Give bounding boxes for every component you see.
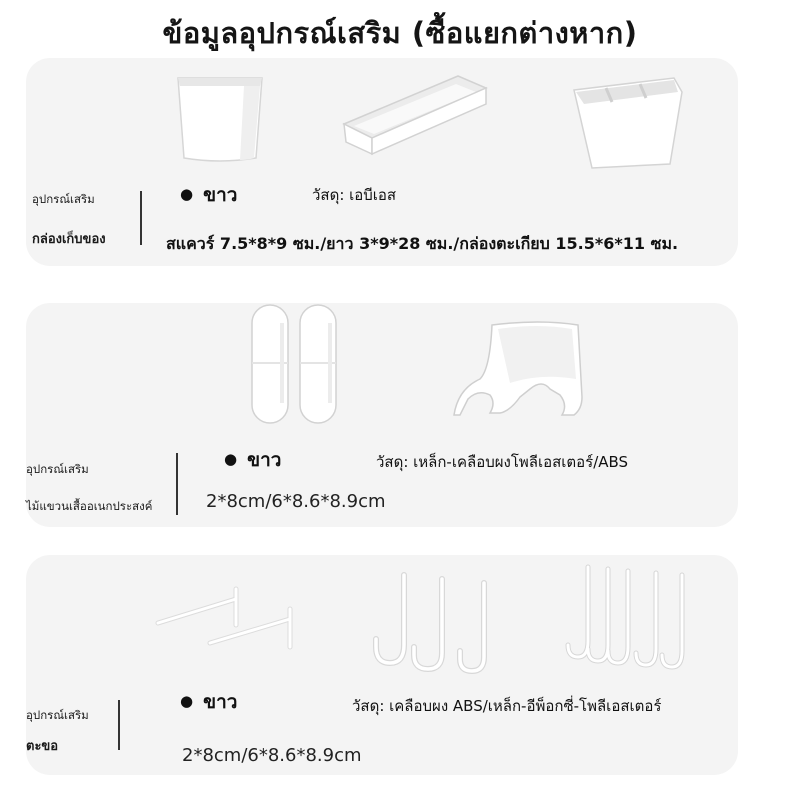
color-label: ขาว — [247, 449, 282, 471]
color-option — [180, 180, 237, 210]
clip-pair-image — [248, 303, 342, 427]
product-name: ตะขอ — [26, 739, 59, 754]
small-j-hooks-image — [564, 561, 694, 671]
double-hook-image — [450, 319, 600, 423]
dimensions-label: 2*8cm/6*8.6*8.9cm — [182, 745, 362, 766]
dimensions-label: สแควร์ 7.5*8*9 ซม./ยาว 3*9*28 ซม./กล่องตะเกียบ 15.5*6*11 ซม. — [166, 234, 679, 253]
product-name: กล่องเก็บของ — [32, 232, 106, 247]
product-name: ไม้แขวนเสื้ออเนกประสงค์ — [26, 499, 153, 513]
j-hooks-image — [370, 569, 500, 675]
hanger-card — [26, 303, 738, 527]
long-tray-image — [340, 72, 490, 162]
chopstick-box-image — [570, 72, 686, 170]
material-label: วัสดุ: เอบีเอส — [312, 186, 397, 204]
material-label: วัสดุ: เคลือบผง ABS/เหล็ก-อีพ็อกซี่-โพลีเอสเตอร์ — [352, 697, 662, 715]
hook-card — [26, 555, 738, 775]
bullet-icon: ● — [180, 185, 194, 203]
category-label: อุปกรณ์เสริม — [32, 192, 95, 206]
color-option — [224, 445, 281, 475]
page-title: ข้อมูลอุปกรณ์เสริม (ซื้อแยกต่างหาก) — [162, 16, 638, 50]
bullet-icon: ● — [180, 692, 194, 710]
color-label: ขาว — [203, 184, 238, 206]
divider — [140, 191, 142, 245]
dimensions-label: 2*8cm/6*8.6*8.9cm — [206, 491, 386, 512]
category-label: อุปกรณ์เสริม — [26, 462, 89, 476]
square-box-image — [174, 72, 266, 164]
divider — [176, 453, 178, 515]
storage-box-card — [26, 58, 738, 266]
bullet-icon: ● — [224, 450, 238, 468]
straight-hooks-image — [150, 585, 300, 665]
material-label: วัสดุ: เหล็ก-เคลือบผงโพลีเอสเตอร์/ABS — [376, 453, 629, 471]
category-label: อุปกรณ์เสริม — [26, 708, 89, 722]
color-label: ขาว — [203, 691, 238, 713]
divider — [118, 700, 120, 750]
color-option — [180, 687, 237, 717]
